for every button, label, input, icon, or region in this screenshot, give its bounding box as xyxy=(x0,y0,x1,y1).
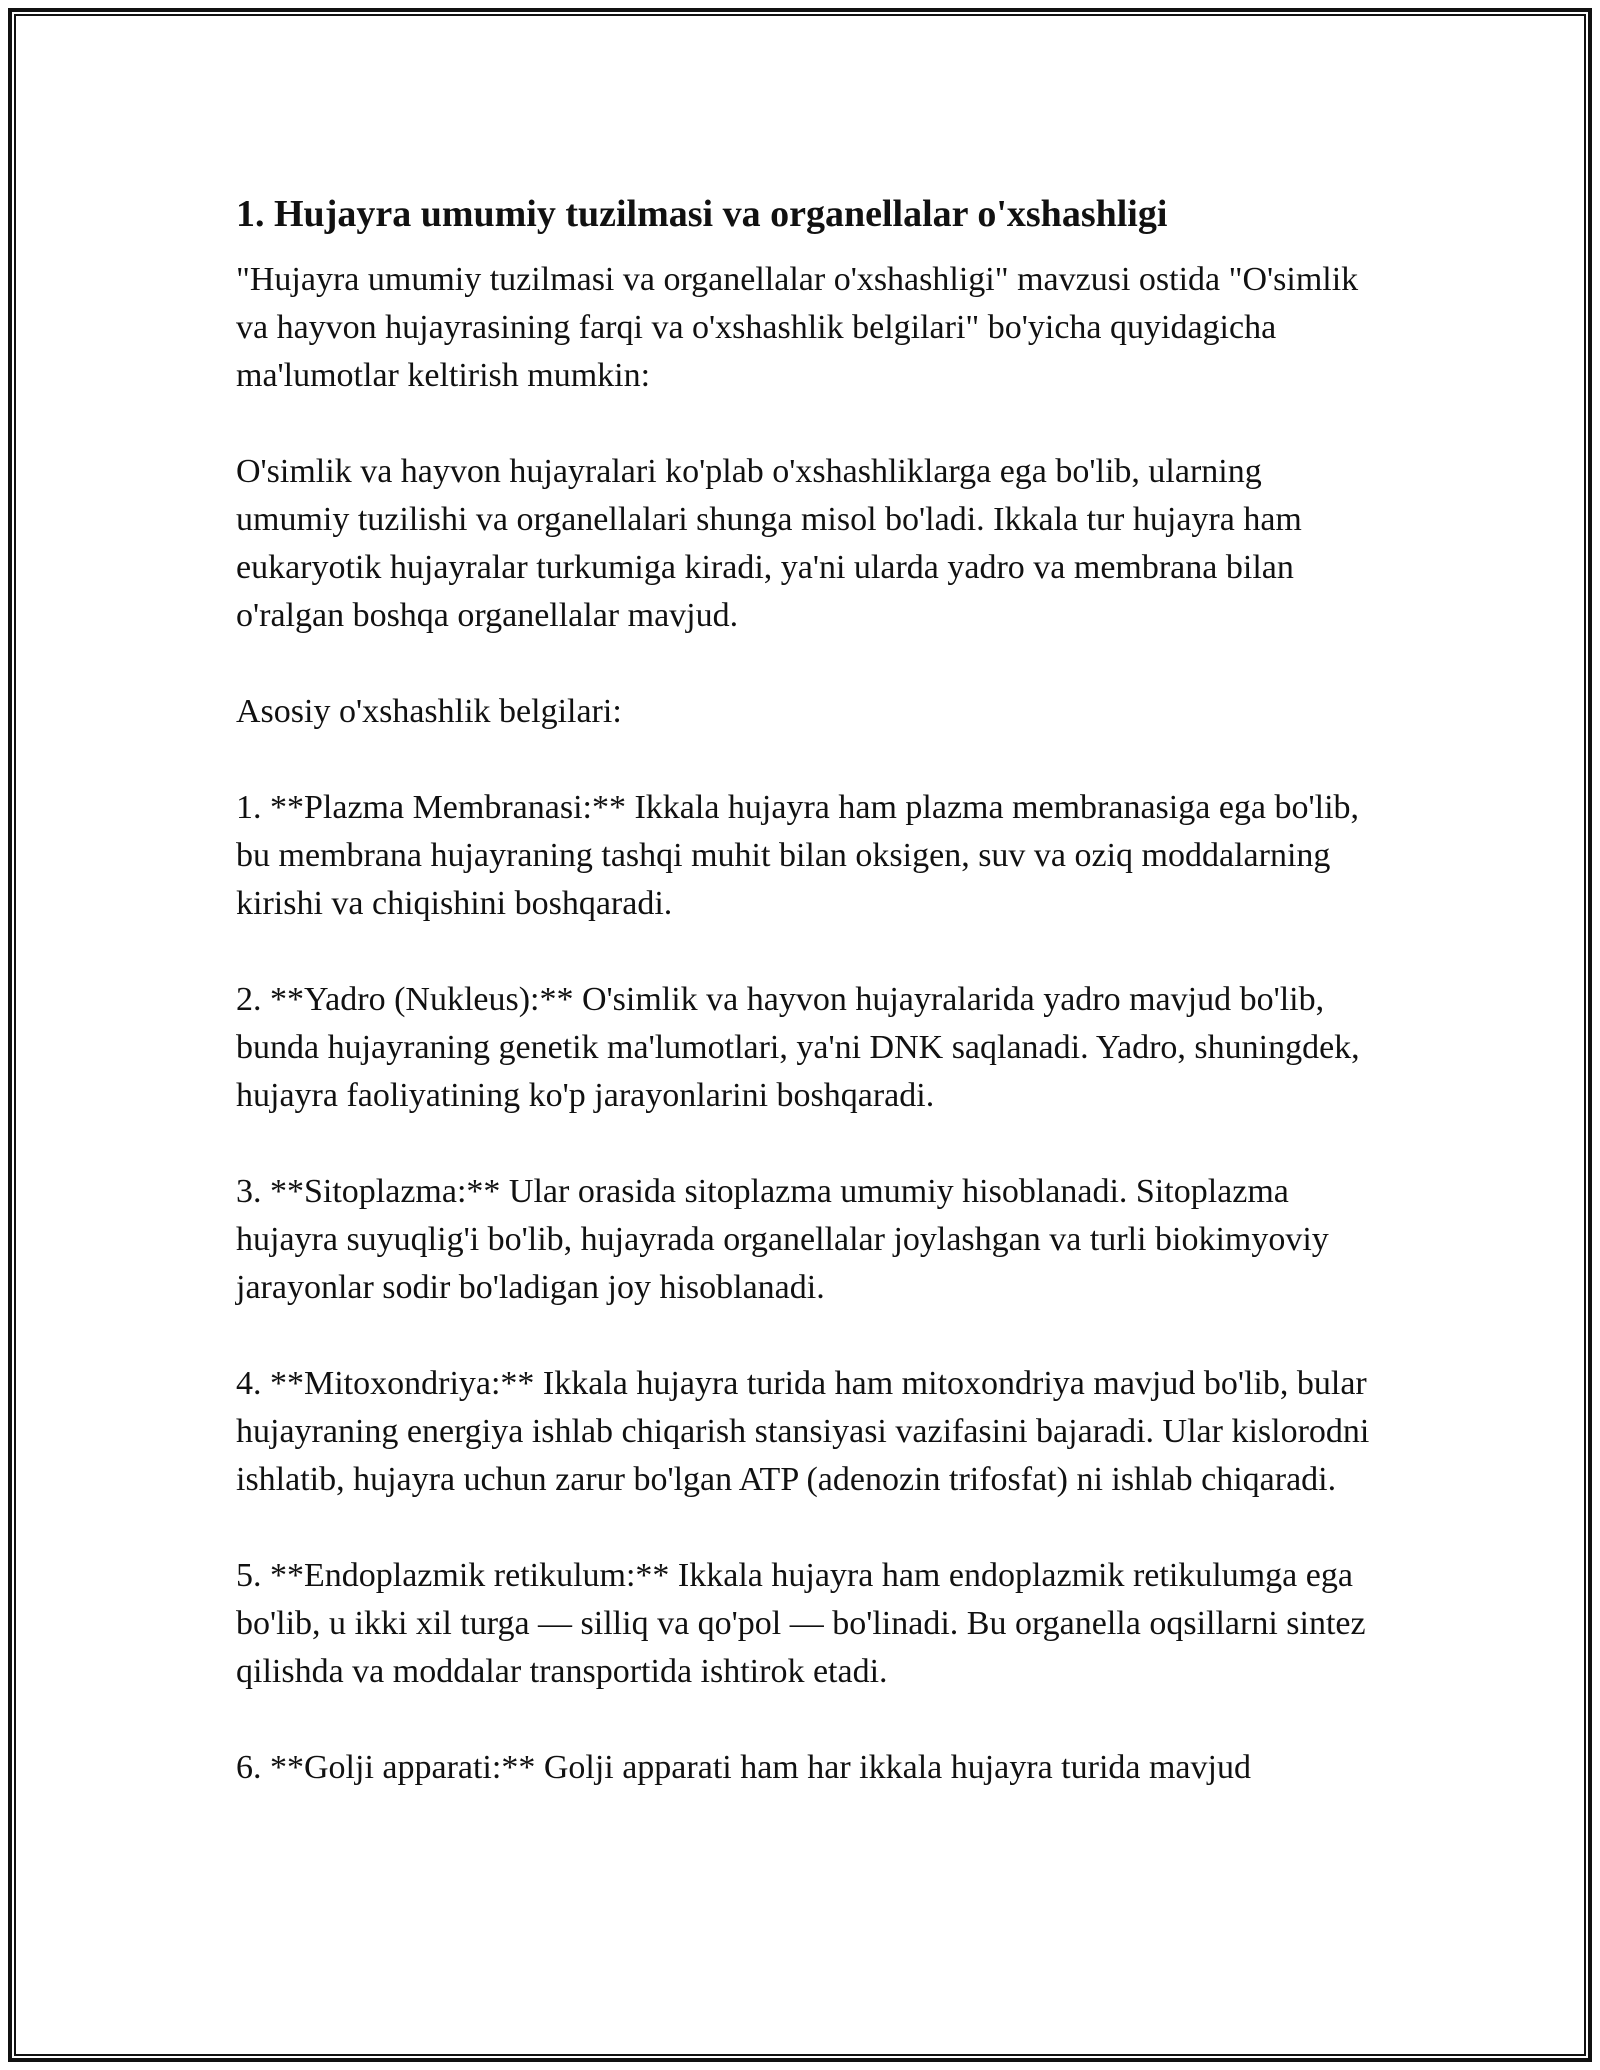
list-item-plasma-membrane: 1. **Plazma Membranasi:** Ikkala hujayra ham plazma membranasiga ega bo'lib, bu membrana hujayraning tashqi muhit bilan oksigen, suv va oziq moddalarning kirishi va chiqishini boshqaradi. xyxy=(236,789,1360,922)
list-item-mitochondria: 4. **Mitoxondriya:** Ikkala hujayra turida ham mitoxondriya mavjud bo'lib, bular hujayraning energiya ishlab chiqarish stansiyasi vazifasini bajaradi. Ular kislorodni ishlatib, hujayra uchun zarur bo'lgan ATP (adenozin trifosfat) ni ishlab chiqaradi. xyxy=(236,1365,1370,1498)
similarities-heading: Asosiy o'xshashlik belgilari: xyxy=(236,693,622,730)
list-item-endoplasmic-reticulum: 5. **Endoplazmik retikulum:** Ikkala hujayra ham endoplazmik retikulumga ega bo'lib, u ikki xil turga — silliq va qo'pol — bo'linadi. Bu organella oqsillarni sintez qilishda va moddalar transportida ishtirok etadi. xyxy=(236,1557,1366,1690)
list-item-cytoplasm: 3. **Sitoplazma:** Ular orasida sitoplazma umumiy hisoblanadi. Sitoplazma hujayra suyuqlig'i bo'lib, hujayrada organellalar joylashgan va turli biokimyoviy jarayonlar sodir bo'ladigan joy hisoblanadi. xyxy=(236,1173,1329,1306)
list-item-golgi-apparatus: 6. **Golji apparati:** Golji apparati ham har ikkala hujayra turida mavjud xyxy=(236,1749,1251,1786)
list-item-nucleus: 2. **Yadro (Nukleus):** O'simlik va hayvon hujayralarida yadro mavjud bo'lib, bunda hujayraning genetik ma'lumotlari, ya'ni DNK saqlanadi. Yadro, shuningdek, hujayra faoliyatining ko'p jarayonlarini boshqaradi. xyxy=(236,981,1360,1114)
overview-paragraph: O'simlik va hayvon hujayralari ko'plab o'xshashliklarga ega bo'lib, ularning umumiy tuzilishi va organellalari shunga misol bo'ladi. Ikkala tur hujayra ham eukaryotik hujayralar turkumiga kiradi, ya'ni ularda yadro va membrana bilan o'ralgan boshqa organellalar mavjud. xyxy=(236,453,1302,634)
document-body xyxy=(236,186,1376,1792)
intro-paragraph: "Hujayra umumiy tuzilmasi va organellalar o'xshashligi" mavzusi ostida "O'simlik va hayvon hujayrasining farqi va o'xshashlik belgilari" bo'yicha quyidagicha ma'lumotlar keltirish mumkin: xyxy=(236,261,1359,394)
document-title: 1. Hujayra umumiy tuzilmasi va organellalar o'xshashligi xyxy=(236,193,1168,235)
